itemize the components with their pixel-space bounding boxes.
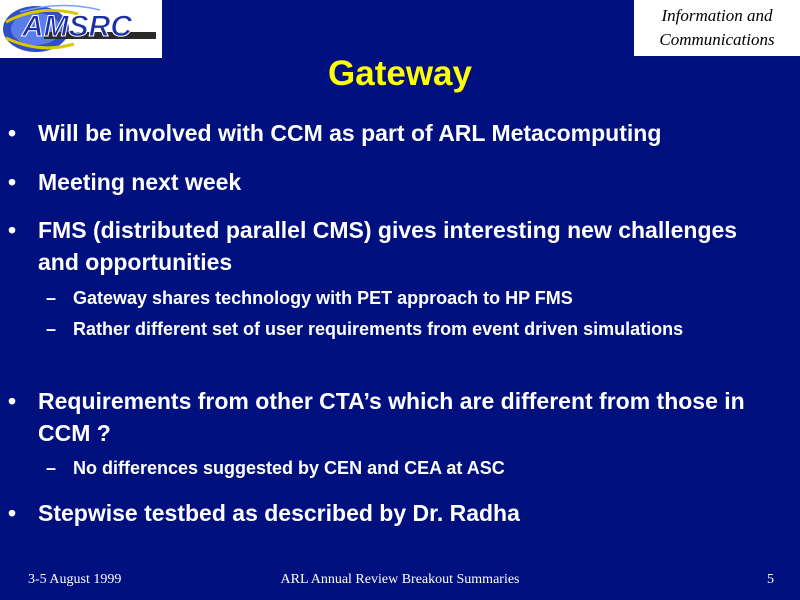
section-label: [634, 0, 800, 56]
slide-title: Gateway: [328, 54, 472, 93]
bullet-item: • Meeting next week: [38, 166, 770, 198]
bullet-item: • Stepwise testbed as described by Dr. Radha: [38, 497, 770, 529]
logo-text: AMSRC: [22, 10, 132, 43]
logo: [0, 0, 162, 58]
bullet-item: • Requirements from other CTA’s which are different from those in CCM ?: [38, 385, 770, 449]
section-label-line1: Information and: [661, 6, 773, 25]
logo-graphic: [0, 0, 162, 58]
footer-date: 3-5 August 1999: [28, 572, 122, 587]
bullet-item: • FMS (distributed parallel CMS) gives interesting new challenges and opportunities: [38, 214, 770, 278]
section-label-line2: Communications: [659, 30, 775, 49]
bullet-item: • Will be involved with CCM as part of ARL Metacomputing: [38, 117, 770, 149]
sub-bullet-item: – No differences suggested by CEN and CEA at ASC: [73, 455, 770, 481]
footer-title: ARL Annual Review Breakout Summaries: [280, 572, 520, 587]
sub-bullet-item: – Gateway shares technology with PET approach to HP FMS: [73, 285, 770, 311]
page-number: 5: [767, 572, 774, 587]
sub-bullet-item: – Rather different set of user requirements from event driven simulations: [73, 316, 770, 342]
